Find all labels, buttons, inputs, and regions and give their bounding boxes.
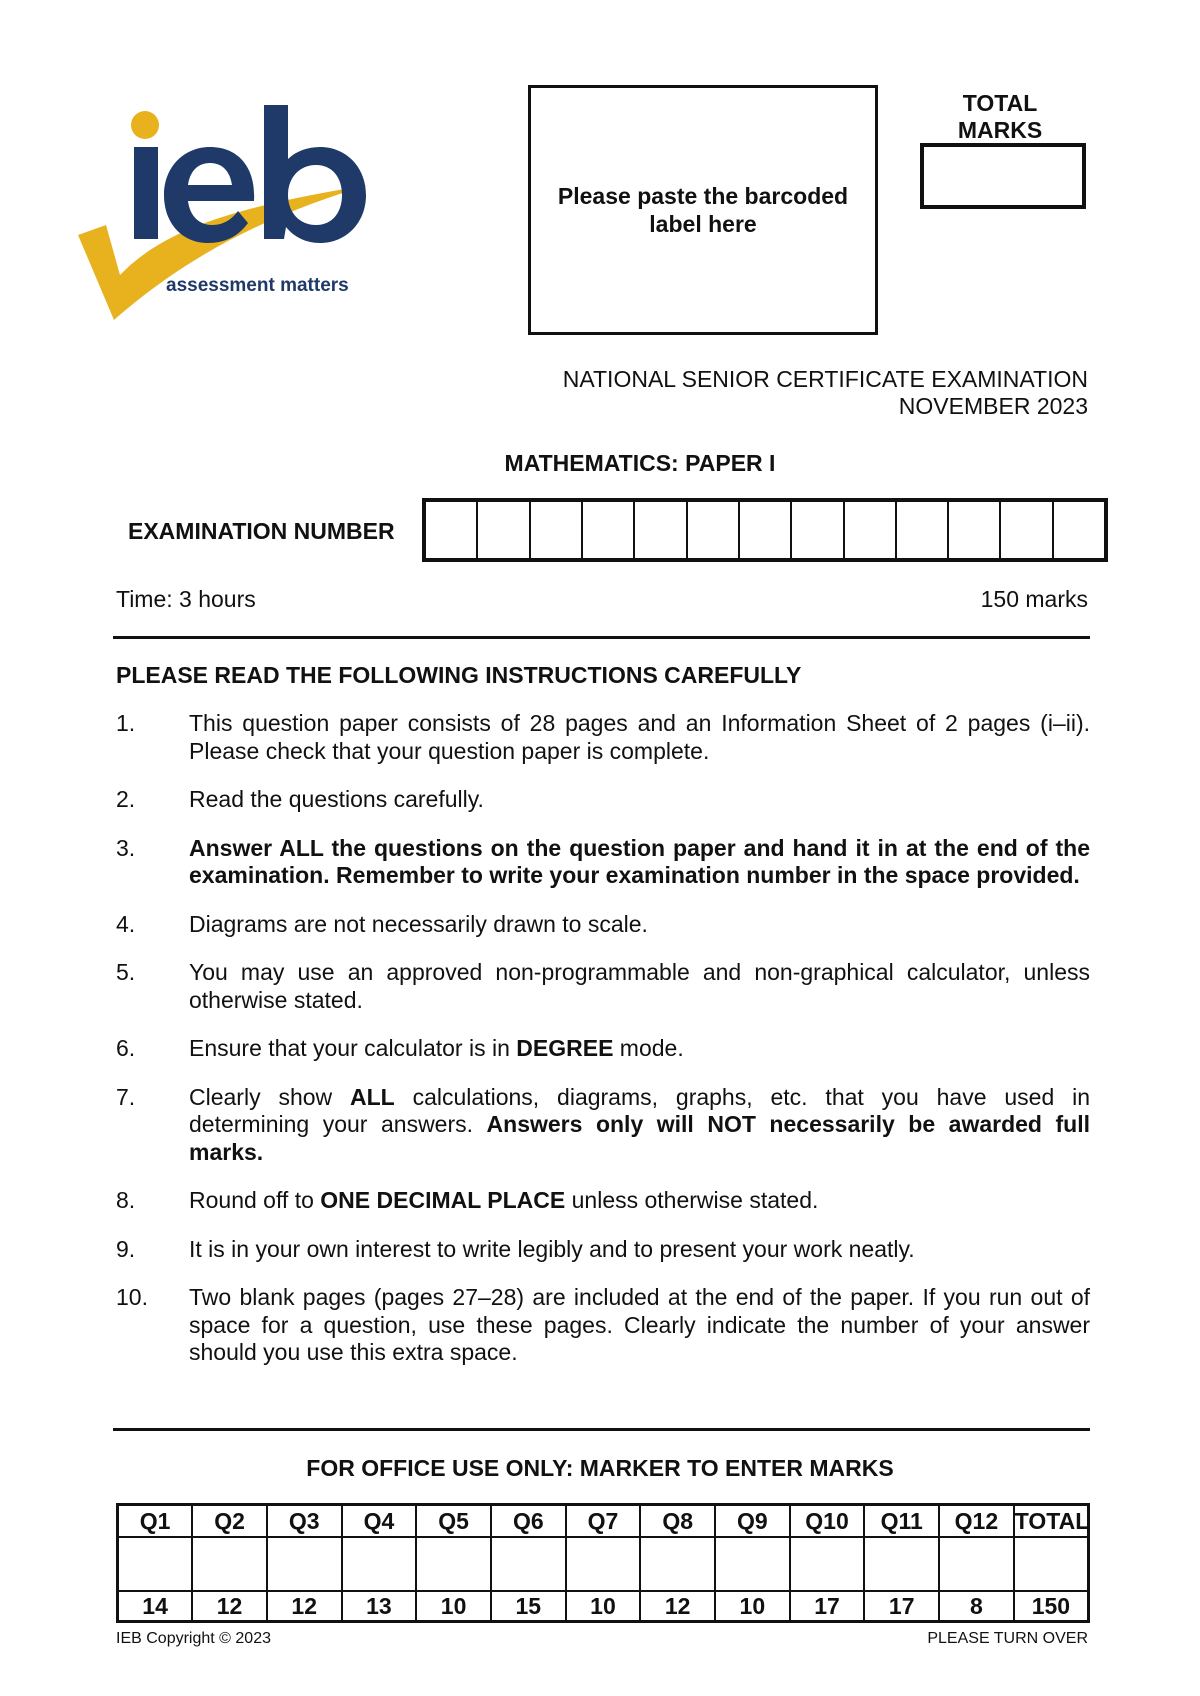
divider [113,1428,1090,1431]
instruction-text: You may use an approved non-programmable and non-graphical calculator, unless otherwise stated. [189,959,1090,1013]
instructions-heading: PLEASE READ THE FOLLOWING INSTRUCTIONS CAREFULLY [116,662,802,688]
instruction-item [116,710,1090,765]
marks-table-header-cell: Q4 [342,1505,417,1538]
instruction-text: mode. [613,1035,684,1061]
instruction-item [116,1284,1090,1367]
marks-entry-cell[interactable] [566,1537,641,1591]
instruction-number: 2. [116,786,136,812]
instruction-item [116,911,1090,939]
marks-table-header-cell: TOTAL [1014,1505,1089,1538]
marks-entry-cell[interactable] [640,1537,715,1591]
time-allowed: Time: 3 hours [116,586,256,612]
marks-max-cell: 13 [342,1591,417,1622]
instruction-text: Clearly show [189,1083,351,1110]
instruction-text: Round off to [189,1187,321,1213]
instruction-item [116,835,1090,890]
footer-copyright: IEB Copyright © 2023 [116,1630,271,1647]
marks-max-cell: 10 [715,1591,790,1622]
marks-table-header-cell: Q10 [790,1505,865,1538]
marks-table-header-cell: Q7 [566,1505,641,1538]
barcode-instruction: Please paste the barcoded label here [557,183,849,237]
instruction-number: 9. [116,1235,136,1262]
instruction-text: unless otherwise stated. [565,1187,819,1213]
marks-table-max-row [118,1591,1089,1622]
marks-table-header-cell: Q2 [192,1505,267,1538]
exam-number-cell[interactable] [949,502,1001,558]
checkmark-swoosh-icon [78,185,368,320]
exam-number-cell[interactable] [1001,502,1053,558]
instruction-text: Two blank pages (pages 27–28) are included at the end of the paper. If you run out of space for a question, use these pages. Clearly indicate the number of your answer should you use this extra space. [189,1284,1090,1365]
marks-entry-cell[interactable] [715,1537,790,1591]
instruction-item [116,1035,1090,1063]
instruction-text: ONE DECIMAL PLACE [320,1187,566,1213]
marks-table-header-cell: Q12 [939,1505,1014,1538]
marks-table-header-cell: Q3 [267,1505,342,1538]
marks-entry-cell[interactable] [790,1537,865,1591]
marks-entry-cell[interactable] [1014,1537,1089,1591]
exam-number-cell[interactable] [531,502,583,558]
total-marks-box[interactable] [920,143,1086,209]
exam-number-cell[interactable] [897,502,949,558]
marks-max-cell: 10 [566,1591,641,1622]
instruction-item [116,959,1090,1014]
exam-date: NOVEMBER 2023 [898,393,1088,419]
exam-number-cell[interactable] [583,502,635,558]
logo-tagline: assessment matters [166,275,349,296]
marks-max-cell: 150 [1014,1591,1089,1622]
marks-max-cell: 12 [640,1591,715,1622]
instruction-text: ALL [350,1083,395,1110]
instructions-list [116,710,1090,1388]
marks-max-cell: 10 [416,1591,491,1622]
subject-title: MATHEMATICS: PAPER I [504,450,776,476]
marks-entry-cell[interactable] [342,1537,417,1591]
footer-turn-over: PLEASE TURN OVER [927,1630,1088,1647]
logo-dot-icon [131,111,159,139]
marks-table-header-cell: Q8 [640,1505,715,1538]
marks-entry-cell[interactable] [192,1537,267,1591]
marks-entry-cell[interactable] [267,1537,342,1591]
ieb-logo-graphic [78,105,418,335]
marks-table-header-cell: Q1 [118,1505,193,1538]
instruction-text: DEGREE [516,1035,614,1061]
instruction-item [116,786,1090,814]
office-use-heading: FOR OFFICE USE ONLY: MARKER TO ENTER MARKS [306,1455,894,1481]
exam-title: NATIONAL SENIOR CERTIFICATE EXAMINATION [562,366,1088,392]
marks-table-header-row [118,1505,1089,1538]
total-marks-line2: MARKS [957,117,1043,143]
logo-i-stem [134,147,158,239]
exam-number-cell[interactable] [792,502,844,558]
instruction-number: 8. [116,1187,136,1213]
instruction-text: Read the questions carefully. [189,786,484,812]
marks-entry-cell[interactable] [416,1537,491,1591]
instruction-text: calculations, diagrams, graphs, etc. that you have used in determining your answers. [189,1083,1091,1137]
barcode-label-box [528,85,878,335]
instruction-text: Ensure that your calculator is in [189,1035,517,1061]
instruction-number: 6. [116,1035,136,1061]
marks-max-cell: 14 [118,1591,193,1622]
marks-table-header-cell: Q9 [715,1505,790,1538]
instruction-item [116,1187,1090,1215]
marks-max-cell: 12 [192,1591,267,1622]
marks-entry-cell[interactable] [491,1537,566,1591]
marks-entry-cell[interactable] [939,1537,1014,1591]
marks-table-header-cell: Q11 [864,1505,939,1538]
total-marks-label [930,90,1070,144]
marks-entry-cell[interactable] [864,1537,939,1591]
logo-e [164,147,254,243]
instruction-text: Diagrams are not necessarily drawn to scale. [189,910,648,937]
marks-max-cell: 17 [864,1591,939,1622]
marks-table-entry-row [118,1537,1089,1591]
total-marks-value: 150 marks [980,586,1088,612]
instruction-text: This question paper consists of 28 pages and an Information Sheet of 2 pages (i–ii). Please check that your question paper is complete. [189,710,1090,764]
instruction-item [116,1084,1090,1167]
exam-number-cell[interactable] [1054,502,1104,558]
marks-max-cell: 12 [267,1591,342,1622]
marks-max-cell: 8 [939,1591,1014,1622]
exam-number-cell[interactable] [845,502,897,558]
marks-entry-cell[interactable] [118,1537,193,1591]
exam-number-cell[interactable] [740,502,792,558]
instruction-number: 5. [116,959,136,985]
instruction-number: 3. [116,834,136,861]
exam-number-cell[interactable] [688,502,740,558]
instruction-text: Answer ALL the questions on the question paper and hand it in at the end of the examination. Remember to write your examination number in the space provided. [189,834,1090,888]
ieb-logo [78,105,418,335]
instruction-item [116,1236,1090,1264]
marks-table-header-cell: Q6 [491,1505,566,1538]
marks-max-cell: 15 [491,1591,566,1622]
exam-number-label: EXAMINATION NUMBER [128,518,395,544]
instruction-number: 7. [116,1083,136,1110]
exam-number-boxes [422,498,1108,562]
instruction-text: Answers only will NOT necessarily be awarded full marks. [189,1111,1090,1165]
logo-b [264,105,366,243]
instruction-number: 10. [116,1284,148,1310]
instruction-text: It is in your own interest to write legibly and to present your work neatly. [189,1235,915,1262]
marks-table-header-cell: Q5 [416,1505,491,1538]
instruction-number: 4. [116,910,136,937]
divider [113,636,1090,639]
exam-number-cell[interactable] [426,502,478,558]
total-marks-line1: TOTAL [962,90,1038,116]
marks-table [116,1503,1090,1623]
exam-number-cell[interactable] [478,502,530,558]
instruction-number: 1. [116,710,136,736]
exam-number-cell[interactable] [635,502,687,558]
marks-max-cell: 17 [790,1591,865,1622]
